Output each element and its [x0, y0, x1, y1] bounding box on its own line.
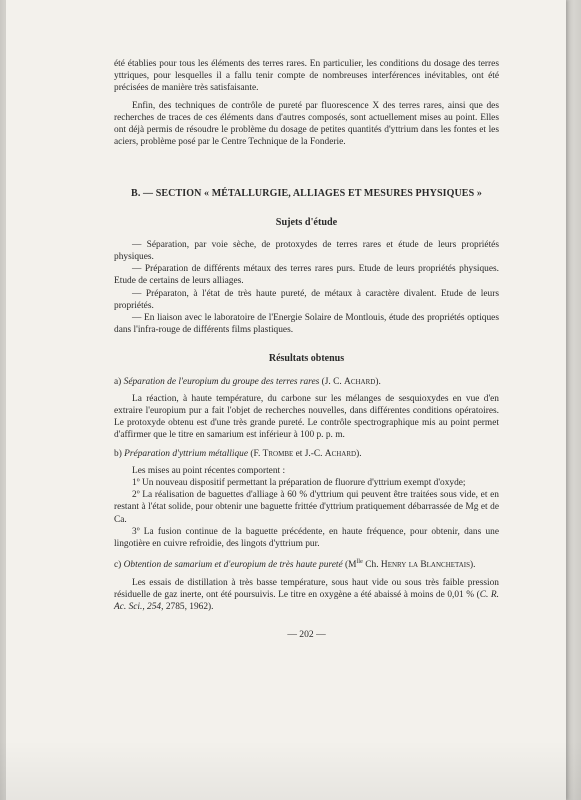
result-c-author-name: Henry la Blanchetais	[380, 560, 471, 571]
result-a-body: La réaction, à haute température, du carbone sur les mélanges de sesquioxydes en vue d'en extraire l'europium pur a fait l'objet de recherches nouvelles, dans différentes conditions opératoires. Le protoxyde obtenu est d'une très grande pureté. Le contrôle spectrographique mis au point permet d'affirmer que le titre en samarium est inférieur à 100 p. p. m.	[114, 393, 499, 441]
section-heading: B. — SECTION « MÉTALLURGIE, ALLIAGES ET MESURES PHYSIQUES »	[131, 188, 482, 200]
result-c-body-end: 2785, 1962).	[163, 602, 214, 613]
result-b-prefix: b)	[114, 448, 125, 459]
result-b-author-open: (F.	[248, 448, 263, 459]
result-b-title	[114, 448, 499, 460]
result-c-reference: C. R. Ac. Sci., 254,	[114, 589, 499, 613]
result-a-author-open: (J. C.	[319, 376, 345, 387]
result-b-intro: Les mises au point récentes comportent :	[132, 465, 286, 476]
result-b-item: 3º La fusion continue de la baguette précédente, en haute fréquence, pour obtenir, dans une lingotière en cuivre refroidie, des lingots d'yttrium pur.	[114, 526, 499, 550]
result-a-author-name: Achard	[344, 376, 376, 387]
page-body	[114, 58, 499, 641]
page-number: — 202 —	[287, 629, 326, 641]
subject-item: — Préparation de différents métaux des terres rares purs. Etude de leurs propriétés physiques. Etude de certains de leurs alliages.	[114, 264, 499, 287]
intro-paragraph-1: été établies pour tous les éléments des terres rares. En particulier, les conditions du dosage des terres yttriques, pour lesquelles il a fallu tenir compte de nombreuses interférences inévitables, ont été précisées de manière très satisfaisante.	[114, 59, 499, 94]
results-heading: Résultats obtenus	[268, 353, 345, 365]
result-c-prefix: c)	[114, 560, 124, 571]
result-b-author-1: Trombe	[262, 448, 294, 459]
result-b-title-text: Préparation d'yttrium métallique	[124, 448, 249, 459]
result-b-author-mid: et J.-C.	[293, 448, 325, 459]
subject-item: — En liaison avec le laboratoire de l'Energie Solaire de Montlouis, étude des propriétés optiques dans l'infra-rouge de différents films plastiques.	[114, 313, 499, 336]
subject-item: — Séparation, par voie sèche, de protoxydes de terres rares et étude de leurs propriétés physiques.	[114, 239, 499, 263]
paper-sheet	[6, 0, 566, 800]
result-c-body-start: Les essais de distillation à très basse température, sous haut vide ou sous très faible pression résiduelle de gaz inerte, ont été poursuivis. Le titre en oxygène a été abaissé à moins de 0,01 % (	[114, 577, 499, 600]
result-b-author-2: Achard	[324, 448, 357, 459]
result-a-author-close: ).	[375, 376, 381, 387]
result-c-author-sup: lle	[356, 558, 363, 566]
result-c-author-mid: Ch.	[362, 560, 381, 571]
result-b-author-close: ).	[356, 448, 362, 459]
result-b-item: 2º La réalisation de baguettes d'alliage à 60 % d'yttrium qui peuvent être traitées sous vide, et en restant à l'état solide, pour obtenir une baguette frittée d'yttrium pratiquement débarrassée de Mg et de Ca.	[114, 490, 499, 525]
scan-shadow	[0, 740, 581, 800]
result-c-body	[114, 577, 499, 614]
result-c-author-close: ).	[470, 560, 476, 571]
result-c-title-text: Obtention de samarium et d'europium de très haute pureté	[123, 560, 343, 571]
result-c-author-open: (M	[342, 560, 357, 571]
result-a-prefix: a)	[114, 376, 124, 387]
result-b-item: 1º Un nouveau dispositif permettant la préparation de fluorure d'yttrium exempt d'oxyde;	[132, 478, 466, 489]
result-a-title-text: Séparation de l'europium du groupe des terres rares	[123, 376, 320, 387]
result-c-title	[114, 556, 499, 571]
subjects-heading: Sujets d'étude	[275, 216, 338, 228]
intro-paragraph-2: Enfin, des techniques de contrôle de pureté par fluorescence X des terres rares, ainsi que des recherches de traces de ces éléments dans d'autres composés, sont actuellement mises au point. Elles ont déjà permis de résoudre le problème du dosage de petites quantités d'yttrium dans les fontes et les aciers, problème posé par le Centre Technique de la Fonderie.	[114, 100, 499, 148]
result-a-title	[114, 376, 499, 388]
subject-item: — Préparaton, à l'état de très haute pureté, de métaux à caractère divalent. Etude de leurs propriétés.	[114, 288, 499, 311]
